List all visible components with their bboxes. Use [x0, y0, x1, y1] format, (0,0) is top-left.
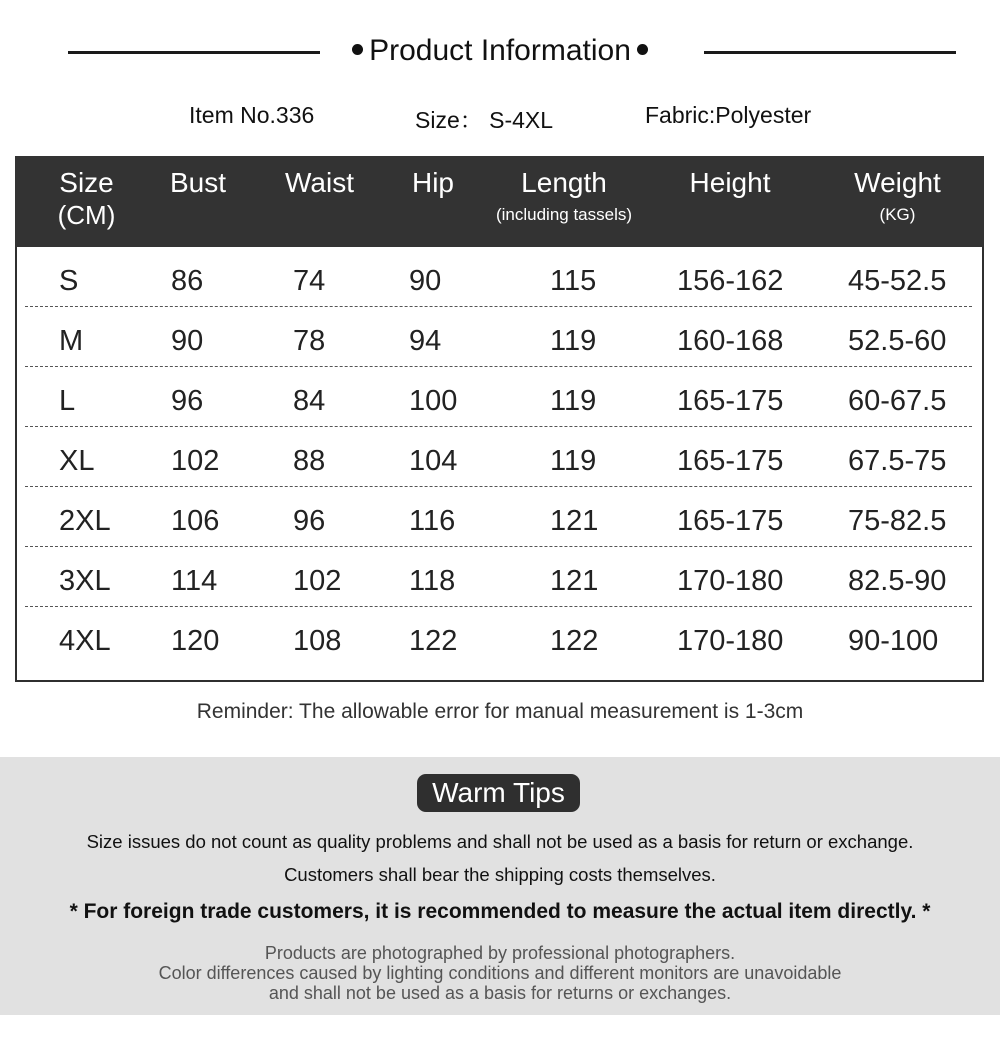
table-cell: 4XL — [59, 625, 111, 657]
tip-line: Size issues do not count as quality problems and shall not be used as a basis for return or exchange. — [86, 831, 914, 852]
table-cell: 156-162 — [677, 265, 784, 297]
header-label: Size — [59, 167, 114, 198]
photo-note: Products are photographed by professional photographers. — [264, 943, 736, 963]
photo-note: and shall not be used as a basis for returns or exchanges. — [268, 983, 732, 1003]
header-waist — [272, 166, 367, 200]
table-cell: 84 — [293, 385, 326, 417]
table-cell: 122 — [409, 625, 458, 657]
table-cell: 60-67.5 — [848, 385, 947, 417]
table-cell: 106 — [171, 505, 220, 537]
product-info-row — [0, 100, 1000, 132]
table-cell: 121 — [550, 505, 599, 537]
table-cell: 108 — [293, 625, 342, 657]
table-cell: 88 — [293, 445, 326, 477]
table-cell: 3XL — [59, 565, 111, 597]
table-cell: 170-180 — [677, 625, 784, 657]
item-number: Item No.336 — [189, 102, 315, 128]
table-cell: 116 — [409, 505, 456, 537]
table-cell: L — [59, 385, 76, 417]
table-row — [17, 247, 982, 307]
table-row — [17, 487, 982, 547]
table-row — [17, 547, 982, 607]
size-chart-table — [15, 156, 984, 682]
header-label: Bust — [169, 167, 227, 198]
tip-highlight: * For foreign trade customers, it is recommended to measure the actual item directly. * — [69, 900, 931, 923]
table-cell: 160-168 — [677, 325, 784, 357]
header-size — [39, 166, 134, 230]
table-cell: 119 — [550, 445, 597, 477]
warm-tips-panel — [0, 757, 1000, 1015]
table-cell: 119 — [550, 325, 597, 357]
table-row — [17, 307, 982, 367]
table-cell: 122 — [550, 625, 599, 657]
header-weight — [835, 166, 960, 226]
section-title-row — [0, 28, 1000, 76]
table-cell: 121 — [550, 565, 599, 597]
table-cell: 90 — [409, 265, 442, 297]
header-hip — [398, 166, 468, 200]
measurement-reminder: Reminder: The allowable error for manual measurement is 1-3cm — [196, 700, 804, 723]
table-cell: 165-175 — [677, 385, 784, 417]
table-cell: 118 — [409, 565, 456, 597]
table-cell: 67.5-75 — [848, 445, 947, 477]
header-label: Weight — [854, 167, 941, 198]
table-cell: 45-52.5 — [848, 265, 947, 297]
table-cell: 2XL — [59, 505, 111, 537]
table-cell: 104 — [409, 445, 458, 477]
tip-line: Customers shall bear the shipping costs themselves. — [284, 864, 716, 885]
table-cell: 78 — [293, 325, 326, 357]
section-title-text: Product Information — [369, 34, 631, 67]
table-cell: 102 — [293, 565, 342, 597]
table-cell: M — [59, 325, 84, 357]
header-label: Length — [521, 167, 607, 198]
table-cell: 90 — [171, 325, 204, 357]
table-cell: 170-180 — [677, 565, 784, 597]
table-cell: 102 — [171, 445, 220, 477]
table-body — [17, 247, 982, 667]
table-cell: XL — [59, 445, 95, 477]
bullet-dot-icon — [637, 44, 648, 55]
header-sub: (CM) — [57, 200, 116, 230]
table-cell: 94 — [409, 325, 442, 357]
table-cell: 90-100 — [848, 625, 939, 657]
table-cell: 75-82.5 — [848, 505, 947, 537]
fabric-info: Fabric:Polyester — [645, 102, 812, 128]
table-cell: 96 — [171, 385, 204, 417]
header-length — [483, 166, 645, 226]
title-divider-right — [704, 51, 956, 54]
header-label: Hip — [411, 167, 454, 198]
header-sub: (KG) — [879, 205, 916, 224]
bullet-dot-icon — [352, 44, 363, 55]
size-range: Size： S-4XL — [415, 107, 554, 133]
table-row — [17, 607, 982, 667]
table-header — [15, 156, 984, 247]
warm-tips-badge: Warm Tips — [417, 774, 580, 812]
table-cell: 82.5-90 — [848, 565, 947, 597]
table-cell: 165-175 — [677, 505, 784, 537]
header-label: Height — [689, 167, 771, 198]
header-bust — [158, 166, 238, 200]
table-row — [17, 427, 982, 487]
photo-note: Color differences caused by lighting conditions and different monitors are unavoidable — [158, 963, 842, 983]
table-cell: S — [59, 265, 79, 297]
table-cell: 120 — [171, 625, 220, 657]
header-height — [670, 166, 790, 200]
table-cell: 114 — [171, 565, 218, 597]
table-cell: 74 — [293, 265, 326, 297]
table-cell: 86 — [171, 265, 204, 297]
header-label: Waist — [285, 167, 354, 198]
table-cell: 100 — [409, 385, 458, 417]
header-sub: (including tassels) — [495, 205, 633, 224]
table-cell: 115 — [550, 265, 597, 297]
table-cell: 96 — [293, 505, 326, 537]
table-cell: 119 — [550, 385, 597, 417]
table-row — [17, 367, 982, 427]
table-cell: 52.5-60 — [848, 325, 947, 357]
table-cell: 165-175 — [677, 445, 784, 477]
